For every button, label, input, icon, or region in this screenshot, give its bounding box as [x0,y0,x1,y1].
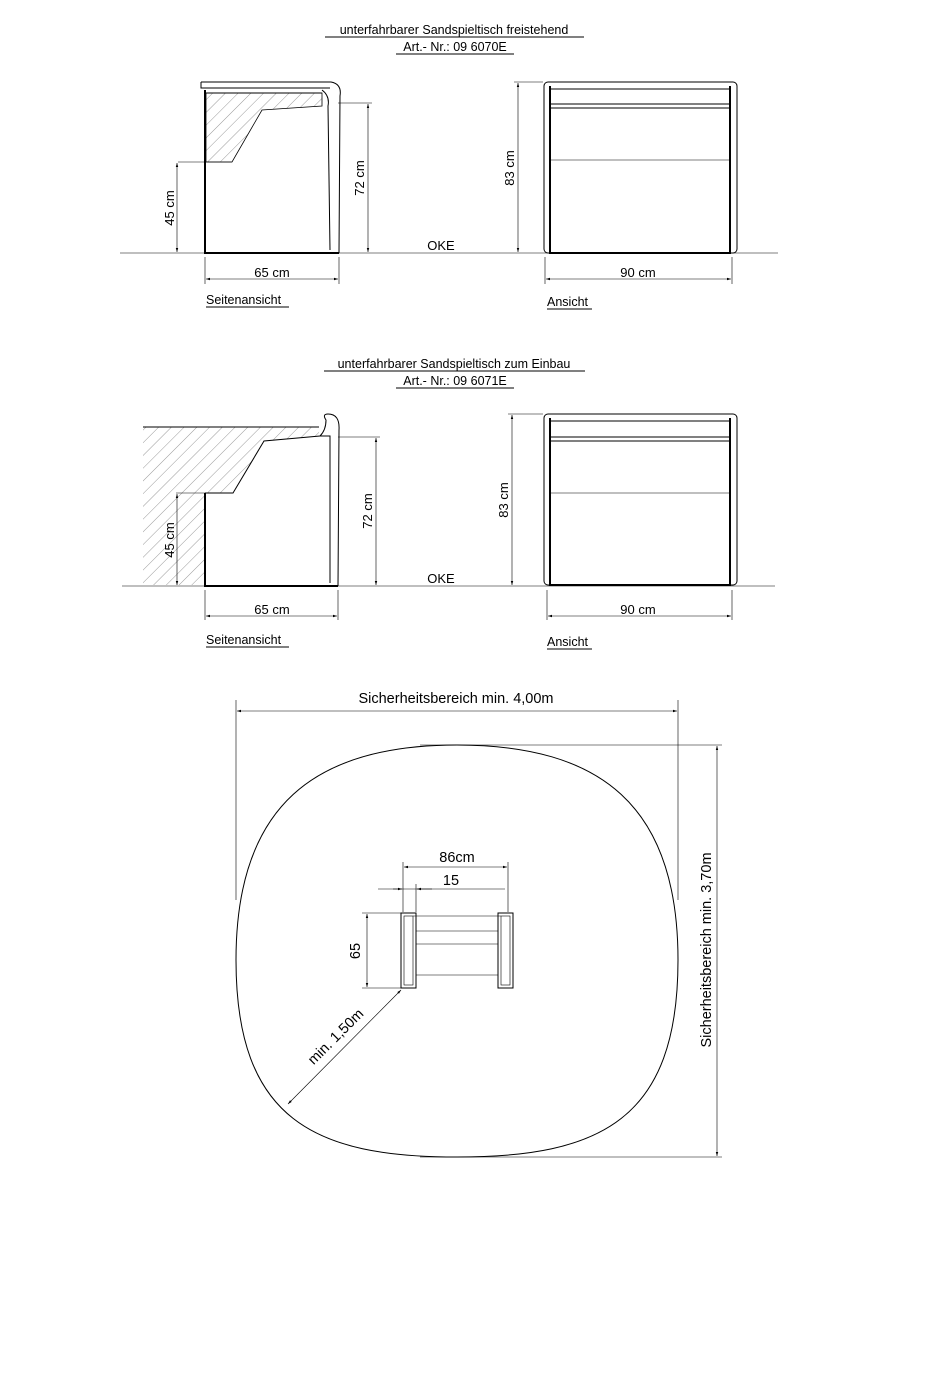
front-caption: Ansicht [547,635,588,649]
section1-article: Art.- Nr.: 09 6070E [403,40,507,54]
safety-zone-outline [236,745,678,1157]
side-caption: Seitenansicht [206,633,282,647]
dim-72-label: 72 cm [360,493,375,529]
side-view-built-in [143,414,339,586]
table-plan [401,913,513,988]
section1-title: unterfahrbarer Sandspieltisch freistehend [339,23,569,37]
ground-label: OKE [427,571,455,586]
section-freestanding [120,23,778,309]
table-depth-label: 65 [348,942,364,960]
section-built-in [122,357,775,649]
front-caption: Ansicht [547,295,588,309]
safety-height-label: Sicherheitsbereich min. 3,70m [699,852,715,1048]
section2-title: unterfahrbarer Sandspieltisch zum Einbau [337,357,571,371]
ground-label: OKE [427,238,455,253]
front-view-freestanding [544,82,737,253]
table-width-label: 86cm [439,850,475,866]
dim-90-label: 90 cm [620,265,656,280]
dim-83-label: 83 cm [502,150,517,186]
plan-view [236,691,722,1157]
dim-45-label: 45 cm [162,522,177,558]
min-distance-line [288,990,401,1104]
leg-width-label: 15 [442,873,460,889]
dim-45-label: 45 cm [162,190,177,226]
min-distance-label: min. 1,50m [305,1006,368,1069]
table-leg-left [401,913,416,988]
table-leg-right [498,913,513,988]
hatched-seat-area [206,93,322,162]
dim-72-label: 72 cm [352,160,367,196]
safety-width-label: Sicherheitsbereich min. 4,00m [358,691,554,707]
hatched-embedding-area [143,427,319,585]
dim-65-label: 65 cm [254,265,290,280]
side-view-freestanding [178,82,340,253]
front-view-built-in [544,414,737,585]
dim-65-label: 65 cm [254,602,290,617]
dim-90-label: 90 cm [620,602,656,617]
section2-article: Art.- Nr.: 09 6071E [403,374,507,388]
dim-83-label: 83 cm [496,482,511,518]
side-caption: Seitenansicht [206,293,282,307]
